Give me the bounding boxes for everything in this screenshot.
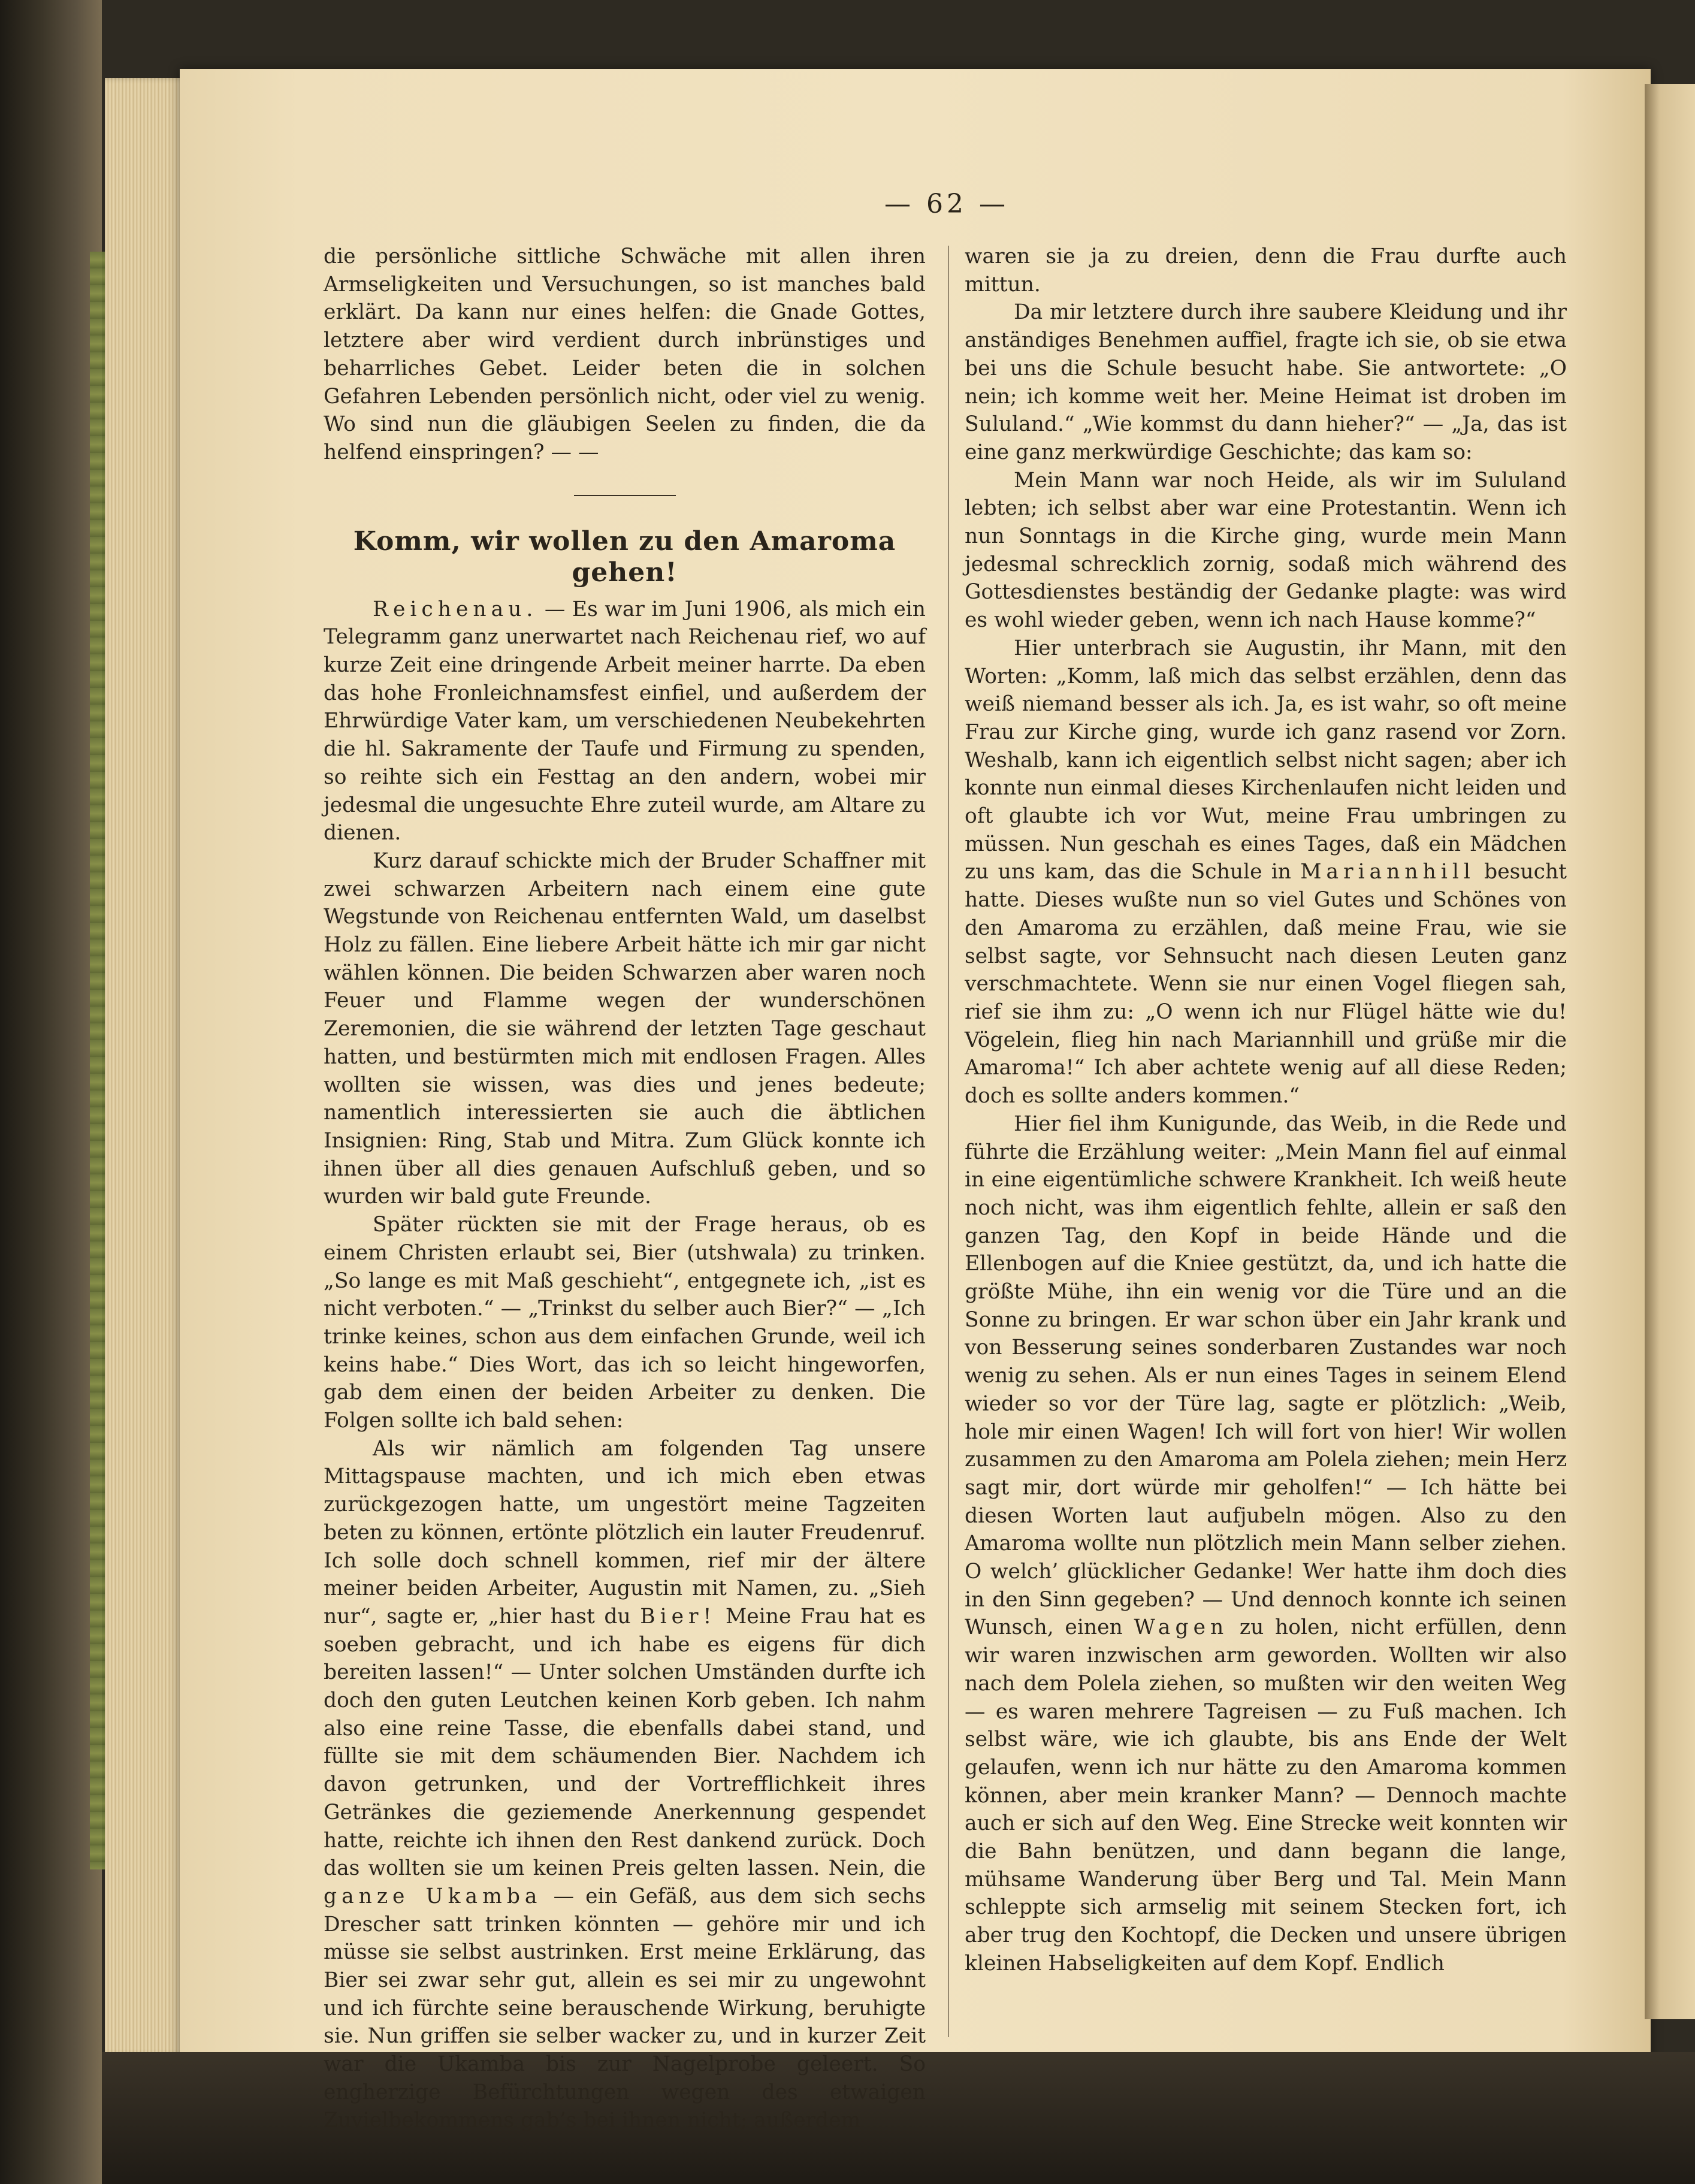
paragraph: Reichenau. — Es war im Juni 1906, als mich ein Telegramm ganz unerwartet nach Reichenau rief, wo auf kurze Zeit eine dringende Arbeit meiner harrte. Da eben das hohe Fronleichnamsfest einfiel, und außerdem der Ehrwürdige Vater kam, um verschiedenen Neubekehrten die hl. Sakramente der Taufe und Firmung zu spenden, so reihte sich ein Festtag an den andern, wobei mir jedesmal die ungesuchte Ehre zuteil wurde, am Altare zu dienen. xyxy=(324,597,926,845)
emphasis-text: Bier! xyxy=(640,1604,717,1629)
paragraph: Kurz darauf schickte mich der Bruder Schaffner mit zwei schwarzen Arbeitern nach einem eine gute Wegstunde von Reichenau entfernten Wald, um daselbst Holz zu fällen. Eine liebere Arbeit hätte ich mir gar nicht wählen können. Die beiden Schwarzen aber waren noch Feuer und Flamme wegen der wunderschönen Zeremonien, die sie während der letzten Tage geschaut hatten, und bestürmten mich mit endlosen Fragen. Alles wollten sie wissen, was dies und jenes bedeute; namentlich interessierten sie auch die äbtlichen Insignien: Ring, Stab und Mitra. Zum Glück konnte ich ihnen über all dies genauen Aufschluß geben, und so wurden wir bald gute Freunde. xyxy=(324,848,926,1209)
paragraph: Da mir letztere durch ihre saubere Kleidung und ihr anständiges Benehmen auffiel, fragte ich sie, ob sie etwa bei uns die Schule besucht habe. Sie antwortete: „O nein; ich komme weit her. Meine Heimat ist droben im Sululand.“ „Wie kommst du dann hieher?“ — „Ja, das ist eine ganz merkwürdige Geschichte; das kam so: xyxy=(965,300,1567,464)
book-binding-edge xyxy=(0,0,102,2184)
paragraph: die persönliche sittliche Schwäche mit allen ihren Armseligkeiten und Versuchungen, so ist manches bald erklärt. Da kann nur eines helfen: die Gnade Gottes, letztere aber wird verdient durch inbrünstiges und beharrliches Gebet. Leider beten die in solchen Gefahren Lebenden persönlich nicht, oder viel zu wenig. Wo sind nun die gläubigen Seelen zu finden, die da helfend einspringen? — — xyxy=(324,244,926,464)
section-rule xyxy=(574,495,676,496)
left-column xyxy=(324,243,926,2134)
emphasis-text: ganze Ukamba xyxy=(324,1884,542,1908)
paragraph: Als wir nämlich am folgenden Tag unsere Mittagspause machten, und ich mich eben etwas zurückgezogen hatte, um ungestört meine Tagzeiten beten zu können, ertönte plötzlich ein lauter Freudenruf. Ich solle doch schnell kommen, rief mir der ältere meiner beiden Arbeiter, Augustin mit Namen, zu. „Sieh nur“, sagte er, „hier hast du Bier! Meine Frau hat es soeben gebracht, und ich habe es eigens für dich bereiten lassen!“ — Unter solchen Umständen durfte ich doch den guten Leutchen keinen Korb geben. Ich nahm also eine reine Tasse, die ebenfalls dabei stand, und füllte sie mit dem schäumenden Bier. Nachdem ich davon getrunken, und der Vortrefflichkeit ihres Getränkes die geziemende Anerkennung gespendet hatte, reichte ich ihnen den Rest dankend zurück. Doch das wollten sie um keinen Preis gelten lassen. Nein, die ganze Ukamba — ein Gefäß, aus dem sich sechs Drescher satt trinken könnten — gehöre mir und ich müsse sie selbst austrinken. Erst meine Erklärung, das Bier sei zwar sehr gut, allein es sei mir zu ungewohnt und ich fürchte seine berauschende Wirkung, beruhigte sie. Nun griffen sie selber wacker zu, und in kurzer Zeit war die Ukamba bis zur Nagelprobe geleert. So engherzige Befürchtungen wegen des etwaigen Zuvielbekommens gab’s bei ihnen nicht; außerdem xyxy=(324,1436,926,2132)
facing-page-edge xyxy=(1645,84,1695,2019)
article-headline: Komm, wir wollen zu den Amaroma gehen! xyxy=(353,525,896,588)
paragraph: Später rückten sie mit der Frage heraus, ob es einem Christen erlaubt sei, Bier (utshwala) zu trinken. „So lange es mit Maß geschieht“, entgegnete ich, „ist es nicht verboten.“ — „Trinkst du selber auch Bier?“ — „Ich trinke keines, schon aus dem einfachen Grunde, weil ich keins habe.“ Dies Wort, das ich so leicht hingeworfen, gab dem einen der beiden Arbeiter zu denken. Die Folgen sollte ich bald sehen: xyxy=(324,1213,926,1433)
column-divider xyxy=(948,246,949,2037)
paragraph: Hier fiel ihm Kunigunde, das Weib, in die Rede und führte die Erzählung weiter: „Mein Mann fiel auf einmal in eine eigentümliche schwere Krankheit. Ich weiß heute noch nicht, was ihm eigentlich fehlte, allein er saß den ganzen Tag, den Kopf in beide Hände und die Ellenbogen auf die Kniee gestützt, da, und ich hatte die größte Mühe, ihn ein wenig vor die Türe und an die Sonne zu bringen. Er war schon über ein Jahr krank und von Besserung seines sonderbaren Zustandes war noch wenig zu sehen. Als er nun eines Tages in seinem Elend wieder so vor der Türe lag, sagte er plötzlich: „Weib, hole mir einen Wagen! Ich will fort von hier! Wir wollen zusammen zu den Amaroma am Polela ziehen; mein Herz sagt mir, dort würde mir geholfen!“ — Ich hätte bei diesen Worten laut aufjubeln mögen. Also zu den Amaroma wollte nun plötzlich mein Mann selber ziehen. O welch’ glücklicher Gedanke! Wer hatte ihm doch dies in den Sinn gegeben? — Und dennoch konnte ich seinen Wunsch, einen Wagen zu holen, nicht erfüllen, denn wir waren inzwischen arm geworden. Wollten wir also nach dem Polela ziehen, so mußten wir den weiten Weg — es waren mehrere Tagreisen — zu Fuß machen. Ich selbst wäre, wie ich glaubte, bis ans Ende der Welt gelaufen, wenn ich nur hätte zu den Amaroma kommen können, aber mein kranker Mann? — Dennoch machte auch er sich auf den Weg. Eine Strecke weit konnten wir die Bahn benützen, und dann begann die lange, mühsame Wanderung über Berg und Tal. Mein Mann schleppte sich armselig mit seinem Stecken fort, ich aber trug den Kochtopf, die Decken und unsere übrigen kleinen Habseligkeiten auf dem Kopf. Endlich xyxy=(965,1111,1567,1975)
emphasis-text: Mariannhill xyxy=(1300,860,1475,884)
right-column xyxy=(965,243,1567,1978)
paragraph: Hier unterbrach sie Augustin, ihr Mann, mit den Worten: „Komm, laß mich das selbst erzählen, denn das weiß niemand besser als ich. Ja, es ist wahr, so oft meine Frau zur Kirche ging, wurde ich ganz rasend vor Zorn. Weshalb, kann ich eigentlich selbst nicht sagen; aber ich konnte nun einmal dieses Kirchenlaufen nicht leiden und oft glaubte ich vor Wut, meine Frau umbringen zu müssen. Nun geschah es eines Tages, daß ein Mädchen zu uns kam, das die Schule in Mariannhill besucht hatte. Dieses wußte nun so viel Gutes und Schönes von den Amaroma zu erzählen, daß meine Frau, wie sie selbst sagte, vor Sehnsucht nach diesen Leuten ganz verschmachtete. Wenn sie nur einen Vogel fliegen sah, rief sie ihm zu: „O wenn ich nur Flügel hätte wie du! Vögelein, flieg hin nach Mariannhill und grüße mir die Amaroma!“ Ich aber achtete wenig auf all diese Reden; doch es sollte anders kommen.“ xyxy=(965,636,1567,1108)
emphasis-text: Wagen xyxy=(1134,1615,1229,1640)
dateline: Reichenau. xyxy=(373,597,538,621)
paragraph: Mein Mann war noch Heide, als wir im Sululand lebten; ich selbst aber war eine Protestantin. Wenn ich nun Sonntags in die Kirche ging, wurde mein Mann jedesmal schrecklich zornig, sodaß mich während des Gottesdienstes beständig der Gedanke plagte: was wird es wohl wieder geben, wenn ich nach Hause komme?“ xyxy=(965,468,1567,633)
page-number: — 62 — xyxy=(884,189,1009,219)
paragraph: waren sie ja zu dreien, denn die Frau durfte auch mittun. xyxy=(965,244,1567,297)
